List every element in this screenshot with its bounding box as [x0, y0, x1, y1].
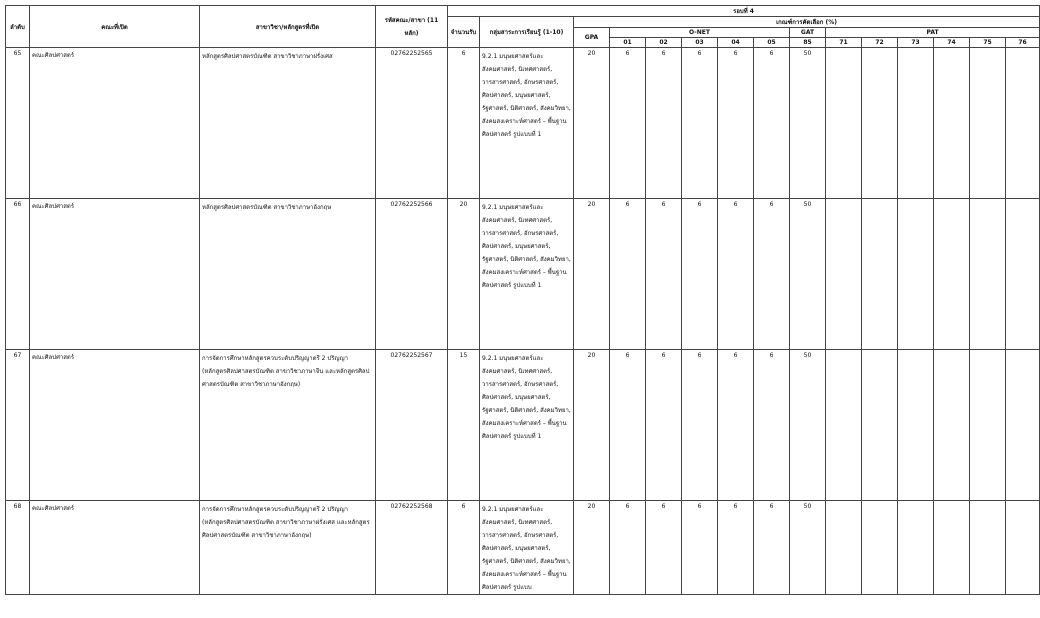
header-round: รอบที่ 4	[448, 6, 1040, 17]
header-onet-02: 02	[646, 38, 682, 48]
header-onet-03: 03	[682, 38, 718, 48]
row-onet-03: 6	[682, 350, 718, 501]
header-code	[376, 6, 448, 48]
table-row	[6, 350, 1040, 501]
header-criteria: เกณฑ์การคัดเลือก (%)	[574, 17, 1040, 28]
row-onet-04: 6	[718, 350, 754, 501]
row-onet-05: 6	[754, 48, 790, 199]
row-onet-03: 6	[682, 48, 718, 199]
table-row	[6, 48, 1040, 199]
row-program: หลักสูตรศิลปศาสตรบัณฑิต สาขาวิชาภาษาอังกฤษ	[200, 199, 376, 350]
row-program: การจัดการศึกษาหลักสูตรควบระดับปริญญาตรี 2 ปริญญา (หลักสูตรศิลปศาสตรบัณฑิต สาขาวิชาภาษาฝรั่งเศส และหลักสูตรศิลปศาสตรบัณฑิต สาขาวิชาภาษาอังกฤษ)	[200, 501, 376, 595]
row-onet-01: 6	[610, 350, 646, 501]
row-pat-75	[970, 350, 1006, 501]
row-pat-76	[1006, 350, 1040, 501]
row-code: 02762252566	[376, 199, 448, 350]
row-pat-71	[826, 199, 862, 350]
row-code: 02762252567	[376, 350, 448, 501]
row-seq: 66	[6, 199, 30, 350]
row-pat-73	[898, 199, 934, 350]
row-faculty: คณะศิลปศาสตร์	[30, 501, 200, 595]
row-faculty: คณะศิลปศาสตร์	[30, 199, 200, 350]
row-pat-72	[862, 199, 898, 350]
row-onet-03: 6	[682, 199, 718, 350]
row-seq: 68	[6, 501, 30, 595]
row-onet-01: 6	[610, 48, 646, 199]
row-group: 9.2.1 มนุษยศาสตร์และสังคมศาสตร์, นิเทศศาสตร์, วารสารศาสตร์, อักษรศาสตร์, ศิลปศาสตร์, มนุษยศาสตร์, รัฐศาสตร์, นิติศาสตร์, สังคมวิทยา, สังคมสงเคราะห์ศาสตร์ – พื้นฐานศิลปศาสตร์ รูปแบบ	[480, 501, 574, 595]
header-faculty: คณะที่เปิด	[30, 6, 200, 48]
header-pat-75: 75	[970, 38, 1006, 48]
row-onet-02: 6	[646, 199, 682, 350]
header-code-line2: หลัก)	[404, 29, 419, 37]
row-pat-72	[862, 48, 898, 199]
row-code: 02762252565	[376, 48, 448, 199]
row-onet-04: 6	[718, 501, 754, 595]
row-gat: 50	[790, 48, 826, 199]
row-onet-05: 6	[754, 350, 790, 501]
row-group: 9.2.1 มนุษยศาสตร์และสังคมศาสตร์, นิเทศศาสตร์, วารสารศาสตร์, อักษรศาสตร์, ศิลปศาสตร์, มนุษยศาสตร์, รัฐศาสตร์, นิติศาสตร์, สังคมวิทยา, สังคมสงเคราะห์ศาสตร์ – พื้นฐานศิลปศาสตร์ รูปแบบที่ 1	[480, 350, 574, 501]
row-pat-76	[1006, 199, 1040, 350]
header-gat: GAT	[790, 28, 826, 38]
row-gpa: 20	[574, 501, 610, 595]
row-onet-04: 6	[718, 199, 754, 350]
row-seq: 65	[6, 48, 30, 199]
row-onet-03: 6	[682, 501, 718, 595]
row-onet-04: 6	[718, 48, 754, 199]
header-pat-74: 74	[934, 38, 970, 48]
row-gat: 50	[790, 199, 826, 350]
header-pat-76: 76	[1006, 38, 1040, 48]
row-program: การจัดการศึกษาหลักสูตรควบระดับปริญญาตรี 2 ปริญญา (หลักสูตรศิลปศาสตรบัณฑิต สาขาวิชาภาษาจีน และหลักสูตรศิลปศาสตรบัณฑิต สาขาวิชาภาษาอังกฤษ)	[200, 350, 376, 501]
header-program: สาขาวิชา/หลักสูตรที่เปิด	[200, 6, 376, 48]
row-faculty: คณะศิลปศาสตร์	[30, 350, 200, 501]
row-program: หลักสูตรศิลปศาสตรบัณฑิต สาขาวิชาภาษาฝรั่งเศส	[200, 48, 376, 199]
row-onet-01: 6	[610, 501, 646, 595]
row-pat-73	[898, 48, 934, 199]
row-intake: 6	[448, 48, 480, 199]
row-pat-72	[862, 501, 898, 595]
header-gat-85: 85	[790, 38, 826, 48]
header-code-line1: รหัสคณะ/สาขา (11	[384, 16, 439, 24]
table-row	[6, 199, 1040, 350]
row-pat-71	[826, 501, 862, 595]
row-faculty: คณะศิลปศาสตร์	[30, 48, 200, 199]
row-onet-05: 6	[754, 199, 790, 350]
header-onet: O-NET	[610, 28, 790, 38]
header-pat-72: 72	[862, 38, 898, 48]
row-pat-74	[934, 199, 970, 350]
row-onet-01: 6	[610, 199, 646, 350]
row-pat-72	[862, 350, 898, 501]
header-group: กลุ่มสาระการเรียนรู้ (1-10)	[480, 17, 574, 48]
row-seq: 67	[6, 350, 30, 501]
header-seq: ลำดับ	[6, 6, 30, 48]
row-pat-73	[898, 350, 934, 501]
row-pat-73	[898, 501, 934, 595]
header-pat: PAT	[826, 28, 1040, 38]
row-pat-76	[1006, 48, 1040, 199]
header-onet-05: 05	[754, 38, 790, 48]
row-pat-75	[970, 48, 1006, 199]
header-onet-04: 04	[718, 38, 754, 48]
row-pat-74	[934, 501, 970, 595]
header-pat-73: 73	[898, 38, 934, 48]
table-body	[6, 48, 1040, 595]
row-gpa: 20	[574, 350, 610, 501]
row-gpa: 20	[574, 48, 610, 199]
table-row	[6, 501, 1040, 595]
header-intake: จำนวนรับ	[448, 17, 480, 48]
row-group: 9.2.1 มนุษยศาสตร์และสังคมศาสตร์, นิเทศศาสตร์, วารสารศาสตร์, อักษรศาสตร์, ศิลปศาสตร์, มนุษยศาสตร์, รัฐศาสตร์, นิติศาสตร์, สังคมวิทยา, สังคมสงเคราะห์ศาสตร์ – พื้นฐานศิลปศาสตร์ รูปแบบที่ 1	[480, 48, 574, 199]
row-intake: 6	[448, 501, 480, 595]
row-pat-75	[970, 501, 1006, 595]
row-pat-75	[970, 199, 1006, 350]
row-pat-71	[826, 350, 862, 501]
admission-table	[5, 5, 1040, 595]
row-pat-74	[934, 350, 970, 501]
row-intake: 15	[448, 350, 480, 501]
row-pat-71	[826, 48, 862, 199]
row-onet-02: 6	[646, 48, 682, 199]
row-group: 9.2.1 มนุษยศาสตร์และสังคมศาสตร์, นิเทศศาสตร์, วารสารศาสตร์, อักษรศาสตร์, ศิลปศาสตร์, มนุษยศาสตร์, รัฐศาสตร์, นิติศาสตร์, สังคมวิทยา, สังคมสงเคราะห์ศาสตร์ – พื้นฐานศิลปศาสตร์ รูปแบบที่ 1	[480, 199, 574, 350]
row-onet-02: 6	[646, 350, 682, 501]
row-pat-74	[934, 48, 970, 199]
row-onet-05: 6	[754, 501, 790, 595]
row-pat-76	[1006, 501, 1040, 595]
row-intake: 20	[448, 199, 480, 350]
row-code: 02762252568	[376, 501, 448, 595]
row-gat: 50	[790, 350, 826, 501]
row-onet-02: 6	[646, 501, 682, 595]
row-gat: 50	[790, 501, 826, 595]
header-gpa: GPA	[574, 28, 610, 48]
header-onet-01: 01	[610, 38, 646, 48]
row-gpa: 20	[574, 199, 610, 350]
header-pat-71: 71	[826, 38, 862, 48]
